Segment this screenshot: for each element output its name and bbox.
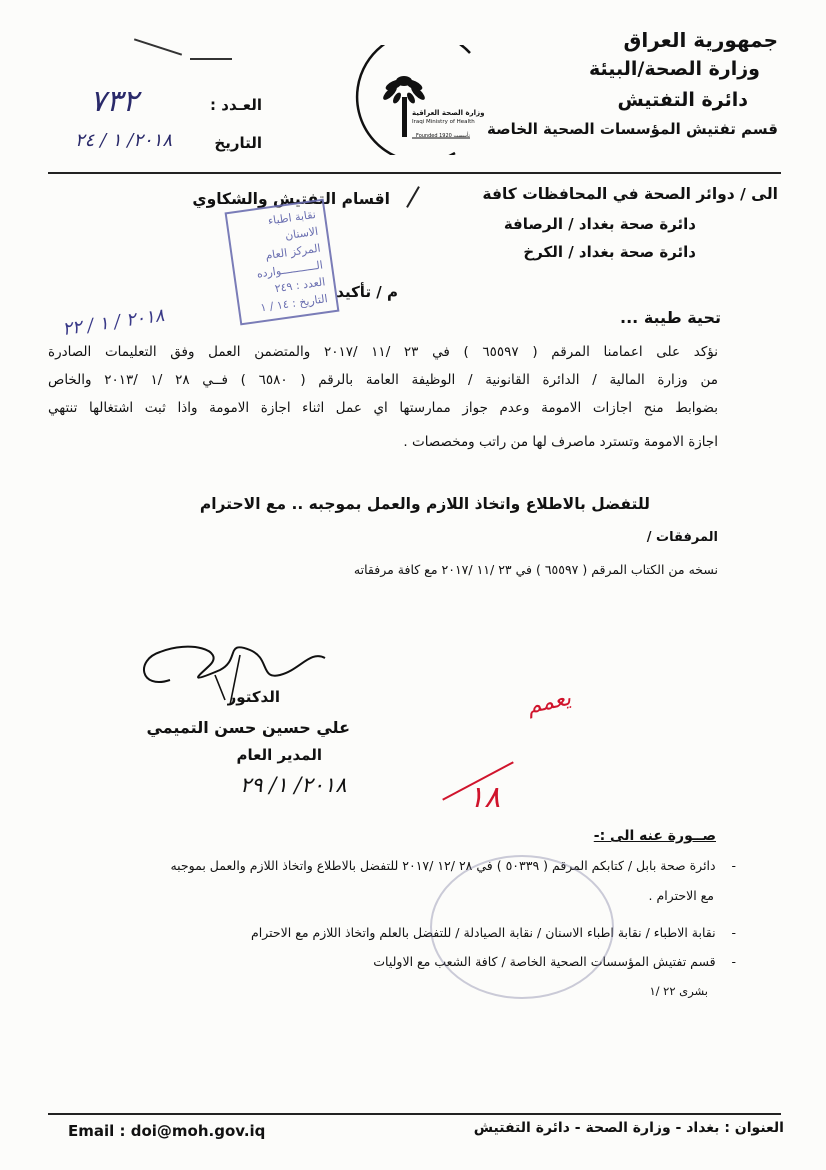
body-line: اجازة الامومة وتسترد ماصرف لها من راتب ومخصصات . bbox=[403, 434, 718, 450]
body-line: من وزارة المالية / الدائرة القانونية / الوظيفة العامة بالرقم ( ٦٥٨٠ ) فــي ٢٨ /١ /٢٠١٣ والخاص bbox=[48, 372, 719, 388]
logo-name-ar: وزارة الصحة العراقية bbox=[412, 109, 485, 117]
cc-bullet: - bbox=[715, 858, 736, 873]
date-value: ٢٠١٨/ ١ / ٢٤ bbox=[75, 130, 172, 151]
logo-founded-en: Founded 1920 bbox=[416, 133, 452, 139]
department-name: قسم تفتيش المؤسسات الصحية الخاصة bbox=[487, 120, 778, 138]
ministry-name: وزارة الصحة/البيئة bbox=[589, 58, 760, 80]
footer-email: Email : doi@moh.gov.iq bbox=[68, 1122, 266, 1140]
date-label: التاريخ bbox=[214, 134, 262, 152]
stamp-line-5: التاريخ : ١٤ / ١ bbox=[259, 292, 329, 315]
letterhead bbox=[478, 26, 778, 138]
recipient-line-1b: اقسام التفتيش والشكاوي bbox=[192, 190, 390, 208]
logo-name-en: Iraqi Ministry of Health bbox=[412, 119, 475, 125]
typist-initials: بشرى ٢٢ /١ bbox=[649, 984, 708, 998]
red-handwritten-note: يعمم bbox=[524, 685, 574, 720]
number-value: ٧٣٢ bbox=[90, 84, 139, 119]
stamp-line-1: نقابة اطباء الاسنان bbox=[267, 207, 319, 243]
faint-round-stamp bbox=[430, 855, 614, 999]
attachments-item: نسخه من الكتاب المرقم ( ٦٥٥٩٧ ) في ٢٣ /١١ /٢٠١٧ مع كافة مرفقاته bbox=[353, 562, 718, 577]
header-divider bbox=[48, 172, 781, 174]
body-paragraph bbox=[48, 338, 718, 456]
attachments-label: المرفقات / bbox=[646, 530, 718, 545]
red-handwritten-number: ١٨ bbox=[468, 780, 501, 815]
signatory-position: المدير العام bbox=[236, 746, 322, 764]
logo-founded bbox=[416, 133, 470, 139]
closing-line: للتفضل بالاطلاع واتخاذ اللازم والعمل بموجبه .. مع الاحترام bbox=[199, 495, 650, 513]
directorate-name: دائرة التفتيش bbox=[617, 89, 748, 111]
signature-date: ٢٠١٨/ ١/ ٢٩ bbox=[240, 773, 347, 797]
recipient-line-3: دائرة صحة بغداد / الكرخ bbox=[523, 243, 696, 261]
stamp-line-3: الـــــــــــوارده bbox=[255, 258, 324, 281]
cc-item-text: قسم تفتيش المؤسسات الصحية الخاصة / كافة الشعب مع الاوليات bbox=[373, 954, 716, 969]
signatory-title: الدكتور bbox=[227, 688, 280, 706]
decorative-dash bbox=[190, 58, 232, 60]
cc-bullet: - bbox=[715, 925, 736, 940]
body-line: بضوابط منح اجازات الامومة وعدم جواز ممارستها اي عمل اثناء اجازة الامومة واذا ثبت اشتغالها تنتهي bbox=[48, 400, 718, 416]
number-label: العـدد : bbox=[210, 96, 262, 114]
cc-label: صــورة عنه الى :- bbox=[593, 828, 716, 844]
logo-founded-ar: تأسست bbox=[453, 133, 470, 139]
subject: م / تأكيد bbox=[336, 283, 398, 301]
reference-block bbox=[70, 84, 270, 165]
recipient-line-1: الى / دوائر الصحة في المحافظات كافة bbox=[482, 185, 778, 203]
body-line: نؤكد على اعمامنا المرقم ( ٦٥٥٩٧ ) في ٢٣ /١١ /٢٠١٧ والمتضمن العمل وفق التعليمات الصادرة bbox=[48, 344, 718, 360]
cc-bullet: - bbox=[715, 954, 736, 969]
country-name: جمهورية العراق bbox=[623, 28, 778, 52]
decorative-dash bbox=[134, 38, 182, 55]
received-stamp bbox=[225, 199, 340, 326]
signatory-name: علي حسين حسن التميمي bbox=[146, 718, 350, 737]
greeting: تحية طيبة ... bbox=[620, 308, 721, 327]
cc-item-text: دائرة صحة بابل / كتابكم المرقم ( ٥٠٣٣٩ ) في ٢٨ /١٢ /٢٠١٧ للتفضل بالاطلاع واتخاذ اللازم والعمل بموجبه bbox=[170, 858, 716, 873]
cc-item-text: نقابة الاطباء / نقابة اطباء الاسنان / نقابة الصيادلة / للتفضل بالعلم واتخاذ اللازم مع الاحترام bbox=[251, 925, 716, 940]
cc-item-1 bbox=[170, 858, 736, 873]
stamp-line-4: العدد : ٢٤٩ bbox=[273, 275, 327, 296]
cc-item-1-continued: مع الاحترام . bbox=[648, 888, 714, 903]
stamp-line-2: المركز العام bbox=[264, 241, 322, 263]
palm-tree-icon bbox=[381, 76, 427, 137]
recipient-slash bbox=[406, 186, 420, 208]
footer-divider bbox=[48, 1113, 781, 1115]
ministry-logo bbox=[350, 45, 500, 155]
footer-address: العنوان : بغداد - وزارة الصحة - دائرة التفتيش bbox=[473, 1120, 784, 1136]
margin-handwritten-date: ٢٠١٨ / ١ / ٢٢ bbox=[61, 304, 166, 341]
recipient-line-2: دائرة صحة بغداد / الرصافة bbox=[503, 215, 696, 233]
